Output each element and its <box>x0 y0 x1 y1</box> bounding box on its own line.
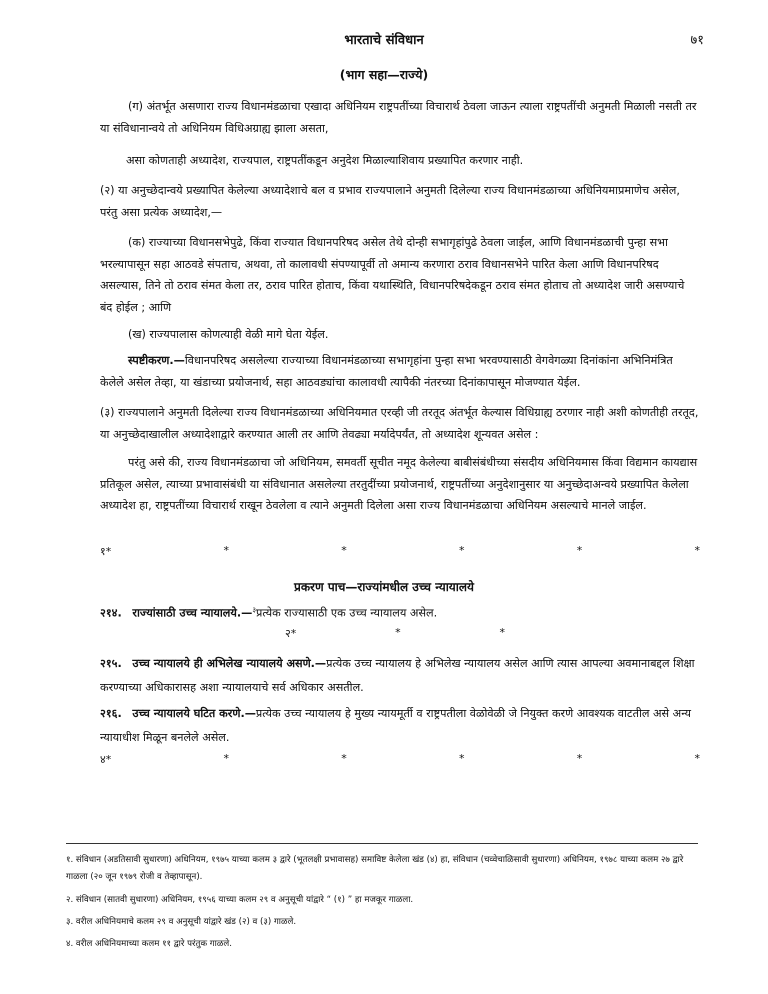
star-mark: * <box>576 752 583 765</box>
part-heading: (भाग सहा—राज्ये) <box>339 67 429 82</box>
star-mark: * <box>223 752 229 765</box>
star-mark: * <box>223 544 229 557</box>
star-mark: २* <box>285 627 297 640</box>
footnote-divider <box>66 843 698 844</box>
article-title: उच्च न्यायालये घटित करणे.— <box>132 707 256 720</box>
article-215 <box>100 652 700 700</box>
page-header-title: भारताचे संविधान <box>344 33 424 48</box>
star-mark: * <box>395 626 401 639</box>
article-title: राज्यांसाठी उच्च न्यायालये.— <box>132 606 253 620</box>
clause-2: (२) या अनुच्छेदान्वये प्रख्यापित केलेल्या अध्यादेशाचे बल व प्रभाव राज्यपालाने अनुमती दिलेल्या राज्य विधानमंडळाच्या अधिनियमाप्रमाणेच असेल, परंतु असा प्रत्येक अध्यादेश,— <box>100 184 680 219</box>
footnote-ref: ३ <box>252 606 256 614</box>
star-mark: * <box>499 626 505 639</box>
omission-stars-3 <box>100 752 700 767</box>
footnote-2: २. संविधान (सातवी सुधारणा) अधिनियम, १९५६ याच्या कलम २९ व अनुसूची यांद्वारे “ (१) ” हा मजकूर गाळला. <box>66 895 414 905</box>
omission-stars-1 <box>100 544 700 559</box>
star-mark: * <box>458 544 465 557</box>
footnote-1: १. संविधान (अडतिसावी सुधारणा) अधिनियम, १९७५ याच्या कलम ३ द्वारे (भूतलक्षी प्रभावासह) समाविष्ट केलेला खंड (४) हा, संविधान (चव्वेचाळिसावी सुधारणा) अधिनियम, १९७८ याच्या कलम २७ द्वारे गाळला (२० जून १९७९ रोजी व तेव्हापासून). <box>66 855 684 882</box>
article-number: २१५. <box>100 657 122 670</box>
footnote-4: ४. वरील अधिनियमाच्या कलम ११ द्वारे परंतुक गाळले. <box>66 939 232 949</box>
explanation-text: विधानपरिषद असलेल्या राज्याच्या विधानमंडळाच्या सभागृहांना पुन्हा सभा भरवण्यासाठी वेगवेगळ्या दिनांकांना अभिनिमंत्रित केलेले असेल तेव्हा, या खंडाच्या प्रयोजनार्थ, सहा आठवड्यांचा कालावधी त्यापैकी नंतरच्या दिनांकापासून मोजण्यात येईल. <box>100 354 673 389</box>
star-mark: * <box>694 752 700 765</box>
article-number: २१४. <box>100 606 122 620</box>
article-text: प्रत्येक उच्च न्यायालय हे अभिलेख न्यायालय असेल आणि त्यास आपल्या अवमानाबद्दल शिक्षा करण्याच्या अधिकारासह अशा न्यायालयाचे सर्व अधिकार असतील. <box>100 657 695 694</box>
clause-g-continuation: असा कोणताही अध्यादेश, राज्यपाल, राष्ट्रपतींकडून अनुदेश मिळाल्याशिवाय प्रख्यापित करणार नाही. <box>126 154 524 167</box>
star-mark: * <box>576 544 583 557</box>
star-mark: * <box>341 752 347 765</box>
article-text: प्रत्येक उच्च न्यायालय हे मुख्य न्यायमूर्ती व राष्ट्रपतीला वेळोवेळी जे नियुक्त करणे आवश्यक वाटतील असे अन्य न्यायाधीश मिळून बनलेले असेल. <box>100 707 691 744</box>
star-mark: * <box>341 544 347 557</box>
explanation-label: स्पष्टीकरण.— <box>128 354 185 367</box>
clause-g: (ग) अंतर्भूत असणारा राज्य विधानमंडळाचा एखादा अधिनियम राष्ट्रपतींच्या विचारार्थ ठेवला जाऊन त्याला राष्ट्रपतींची अनुमती मिळाली नसती तर या संविधानान्वये तो अधिनियम विधिअग्राह्य झाला असता, <box>100 100 697 135</box>
clause-kh: (ख) राज्यपालास कोणत्याही वेळी मागे घेता येईल. <box>128 328 329 341</box>
star-mark: * <box>694 544 700 557</box>
clause-k: (क) राज्याच्या विधानसभेपुढे, किंवा राज्यात विधानपरिषद असेल तेथे दोन्ही सभागृहांपुढे ठेवला जाईल, आणि विधानमंडळाची पुन्हा सभा भरल्यापासून सहा आठवडे संपताच, अथवा, तो कालावधी संपण्यापूर्वी तो अमान्य करणारा ठराव विधानसभेने पारित केला आणि विधानपरिषद असल्यास, तिने तो ठराव संमत केला तर, ठराव पारित होताच, किंवा यथास्थिति, विधानपरिषदेकडून ठराव संमत होताच तो अध्यादेश जारी असण्याचे बंद होईल ; आणि <box>100 236 685 314</box>
article-216 <box>100 702 700 750</box>
proviso: परंतु असे की, राज्य विधानमंडळाचा जो अधिनियम, समवर्ती सूचीत नमूद केलेल्या बाबीसंबंधीच्या संसदीय अधिनियमास किंवा विद्यमान कायद्यास प्रतिकूल असेल, त्याच्या प्रभावासंबंधी या संविधानात असलेल्या तरतुदींच्या प्रयोजनार्थ, राष्ट्रपतींच्या अनुदेशानुसार या अनुच्छेदाअन्वये प्रख्यापित केलेला अध्यादेश हा, राष्ट्रपतींच्या विचारार्थ राखून ठेवलेला व त्याने अनुमती दिलेला असा राज्य विधानमंडळाचा अधिनियम असल्याचे मानले जाईल. <box>100 456 698 512</box>
clause-3: (३) राज्यपालाने अनुमती दिलेल्या राज्य विधानमंडळाच्या अधिनियमात एरव्ही जी तरतूद अंतर्भूत केल्यास विधिग्राह्य ठरणार नाही अशी कोणतीही तरतूद, या अनुच्छेदाखालील अध्यादेशाद्वारे करण्यात आली तर आणि तेवढ्या मर्यादेपर्यंत, तो अध्यादेश शून्यवत असेल : <box>100 406 699 441</box>
article-214 <box>100 598 700 626</box>
explanation <box>100 350 700 393</box>
page-number: ७१ <box>690 33 704 48</box>
star-mark: * <box>458 752 465 765</box>
omission-stars-2 <box>285 626 505 641</box>
footnote-3: ३. वरील अधिनियमाचे कलम २९ व अनुसूची यांद्वारे खंड (२) व (३) गाळले. <box>66 917 297 927</box>
star-mark: १* <box>100 545 112 558</box>
star-mark: ४* <box>100 753 112 766</box>
article-title: उच्च न्यायालये ही अभिलेख न्यायालये असणे.— <box>132 657 327 670</box>
article-text: प्रत्येक राज्यासाठी एक उच्च न्यायालय असेल. <box>255 606 438 620</box>
article-number: २१६. <box>100 707 122 720</box>
chapter-heading: प्रकरण पाच—राज्यांमधील उच्च न्यायालये <box>294 580 474 594</box>
